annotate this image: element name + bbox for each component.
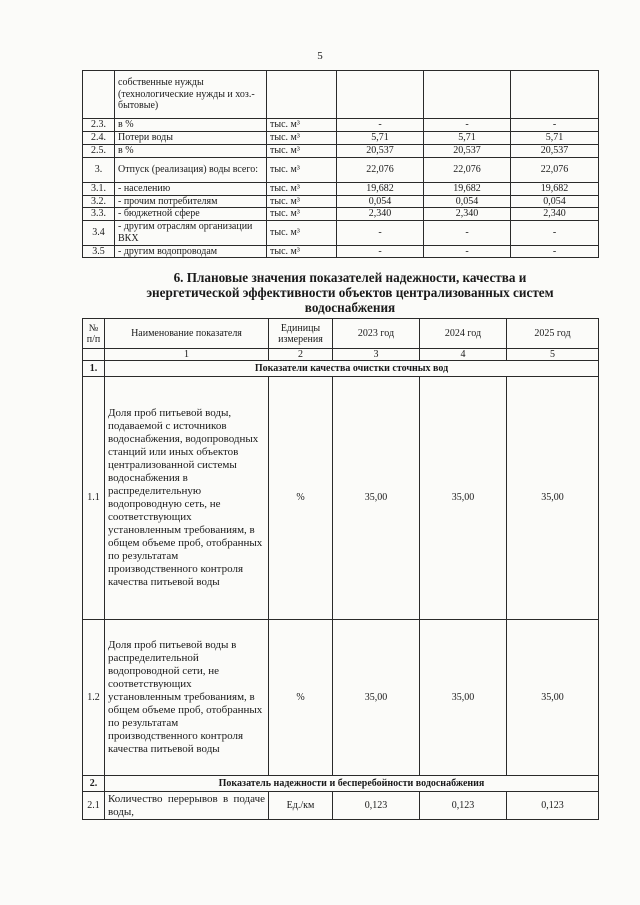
top-cell-unit: тыс. м³: [267, 145, 337, 158]
top-cell-name: в %: [115, 119, 267, 132]
top-cell-v2024: 5,71: [424, 132, 511, 145]
top-cell-v2024: [424, 71, 511, 119]
section-2-row: [83, 776, 599, 792]
row-1-2-num: 1.2: [83, 620, 105, 776]
top-cell-v2024: -: [424, 119, 511, 132]
top-cell-v2024: 0,054: [424, 195, 511, 208]
row-1-1-2025: 35,00: [507, 377, 599, 620]
header-row: [83, 319, 599, 349]
header-2025: 2025 год: [507, 319, 599, 349]
top-cell-name: в %: [115, 145, 267, 158]
row-1-2: [83, 620, 599, 776]
top-cell-v2025: [511, 71, 599, 119]
top-table-row: [83, 245, 599, 258]
section-2-num: 2.: [83, 776, 105, 792]
top-cell-v2024: -: [424, 245, 511, 258]
top-table-row: [83, 158, 599, 183]
top-cell-num: 3.4: [83, 220, 115, 245]
top-table-row: [83, 195, 599, 208]
top-cell-name: - бюджетной сфере: [115, 208, 267, 221]
header-unit: Единицы измерения: [269, 319, 333, 349]
row-2-1-unit: Ед./км: [269, 792, 333, 820]
top-cell-v2023: 0,054: [337, 195, 424, 208]
top-cell-num: [83, 71, 115, 119]
top-cell-num: 2.3.: [83, 119, 115, 132]
section-1-title: Показатели качества очистки сточных вод: [105, 361, 599, 377]
top-cell-v2023: 5,71: [337, 132, 424, 145]
top-cell-v2025: -: [511, 220, 599, 245]
top-cell-v2025: -: [511, 119, 599, 132]
indicators-table: [82, 318, 599, 820]
col-num-5: 5: [507, 349, 599, 361]
top-cell-v2023: 20,537: [337, 145, 424, 158]
top-cell-name: - прочим потребителям: [115, 195, 267, 208]
row-2-1-2025: 0,123: [507, 792, 599, 820]
top-table-row: [83, 183, 599, 196]
top-cell-unit: [267, 71, 337, 119]
col-num-4: 4: [420, 349, 507, 361]
section-1-row: [83, 361, 599, 377]
top-cell-unit: тыс. м³: [267, 119, 337, 132]
row-1-1-2023: 35,00: [333, 377, 420, 620]
top-cell-unit: тыс. м³: [267, 208, 337, 221]
top-cell-name: - другим водопроводам: [115, 245, 267, 258]
top-cell-v2025: 20,537: [511, 145, 599, 158]
section-2-title: Показатель надежности и бесперебойности водоснабжения: [105, 776, 599, 792]
top-cell-unit: тыс. м³: [267, 158, 337, 183]
row-1-2-2023: 35,00: [333, 620, 420, 776]
top-cell-name: собственные нужды (технологические нужды и хоз.-бытовые): [115, 71, 267, 119]
top-cell-v2025: 19,682: [511, 183, 599, 196]
top-cell-v2023: 22,076: [337, 158, 424, 183]
top-table-row: [83, 145, 599, 158]
top-cell-v2025: 22,076: [511, 158, 599, 183]
header-2023: 2023 год: [333, 319, 420, 349]
section-title: 6. Плановые значения показателей надежности, качества и энергетической эффективности объектов централизованных систем водоснабжения: [146, 270, 554, 315]
top-cell-v2025: 2,340: [511, 208, 599, 221]
row-1-2-2024: 35,00: [420, 620, 507, 776]
row-2-1-num: 2.1: [83, 792, 105, 820]
top-cell-v2023: -: [337, 119, 424, 132]
header-name: Наименование показателя: [105, 319, 269, 349]
top-cell-v2024: 22,076: [424, 158, 511, 183]
col-num-1: 1: [105, 349, 269, 361]
top-cell-num: 3.1.: [83, 183, 115, 196]
row-1-1-num: 1.1: [83, 377, 105, 620]
top-cell-num: 3.3.: [83, 208, 115, 221]
top-cell-num: 3.5: [83, 245, 115, 258]
top-cell-v2023: 2,340: [337, 208, 424, 221]
top-cell-unit: тыс. м³: [267, 245, 337, 258]
top-cell-unit: тыс. м³: [267, 132, 337, 145]
top-cell-unit: тыс. м³: [267, 220, 337, 245]
row-1-1-name: Доля проб питьевой воды, подаваемой с источников водоснабжения, водопроводных станций или иных объектов централизованной системы водоснабжения в распределительную водопроводную сеть, не соответствующих установленным требованиям, в общем объеме проб, отобранных по результатам производственного контроля качества питьевой воды: [105, 377, 269, 620]
row-1-1-unit: %: [269, 377, 333, 620]
top-cell-num: 2.4.: [83, 132, 115, 145]
top-cell-v2025: 5,71: [511, 132, 599, 145]
top-cell-name: Потери воды: [115, 132, 267, 145]
top-table-row: [83, 220, 599, 245]
top-cell-num: 3.2.: [83, 195, 115, 208]
water-balance-table: [82, 70, 599, 258]
row-2-1-name: Количество перерывов в подаче воды,: [105, 792, 269, 820]
top-cell-v2023: [337, 71, 424, 119]
top-cell-v2024: -: [424, 220, 511, 245]
top-cell-v2025: -: [511, 245, 599, 258]
row-2-1-2023: 0,123: [333, 792, 420, 820]
top-cell-name: Отпуск (реализация) воды всего:: [115, 158, 267, 183]
col-num-2: 2: [269, 349, 333, 361]
header-2024: 2024 год: [420, 319, 507, 349]
top-cell-num: 2.5.: [83, 145, 115, 158]
top-cell-unit: тыс. м³: [267, 183, 337, 196]
top-table-row: [83, 71, 599, 119]
row-1-2-2025: 35,00: [507, 620, 599, 776]
top-cell-v2025: 0,054: [511, 195, 599, 208]
header-num: № п/п: [83, 319, 105, 349]
top-cell-num: 3.: [83, 158, 115, 183]
top-cell-name: - другим отраслям организации ВКХ: [115, 220, 267, 245]
column-number-row: [83, 349, 599, 361]
top-cell-unit: тыс. м³: [267, 195, 337, 208]
top-cell-v2024: 2,340: [424, 208, 511, 221]
page-number: 5: [317, 50, 323, 62]
top-table-row: [83, 132, 599, 145]
col-num-3: 3: [333, 349, 420, 361]
top-table-row: [83, 119, 599, 132]
row-1-1: [83, 377, 599, 620]
top-cell-v2023: -: [337, 245, 424, 258]
row-2-1: [83, 792, 599, 820]
top-table-row: [83, 208, 599, 221]
top-cell-name: - населению: [115, 183, 267, 196]
row-1-1-2024: 35,00: [420, 377, 507, 620]
row-1-2-unit: %: [269, 620, 333, 776]
row-2-1-2024: 0,123: [420, 792, 507, 820]
top-cell-v2023: 19,682: [337, 183, 424, 196]
top-cell-v2024: 19,682: [424, 183, 511, 196]
top-cell-v2023: -: [337, 220, 424, 245]
col-num-empty: [83, 349, 105, 361]
top-cell-v2024: 20,537: [424, 145, 511, 158]
section-1-num: 1.: [83, 361, 105, 377]
row-1-2-name: Доля проб питьевой воды в распределительной водопроводной сети, не соответствующих установленным требованиям, в общем объеме проб, отобранных по результатам производственного контроля качества питьевой воды: [105, 620, 269, 776]
